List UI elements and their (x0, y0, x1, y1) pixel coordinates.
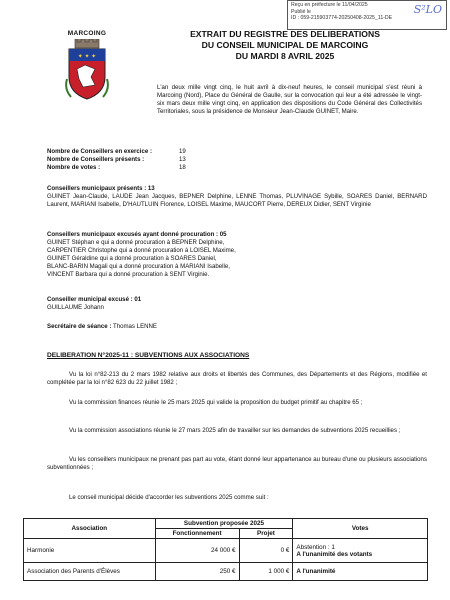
publish-date: Publié le (291, 8, 311, 15)
count-value: 18 (179, 164, 186, 171)
excused-line: VINCENT Barbara qui a donné procuration à SENT Virginie. (47, 271, 210, 278)
title-line-3: DU MARDI 8 AVRIL 2025 (235, 51, 335, 61)
cell-association: Harmonie (24, 539, 156, 563)
cell-projet: 0 € (239, 539, 293, 563)
count-row (47, 164, 209, 172)
column-header-votes: Votes (293, 519, 428, 539)
votes-result: A l'unanimité (296, 568, 336, 575)
votes-result: A l'unanimité des votants (296, 550, 373, 558)
count-row (47, 156, 209, 164)
prefecture-receipt-box (287, 0, 447, 30)
subsidies-table (23, 518, 428, 581)
column-header-projet: Projet (239, 529, 293, 539)
count-row (47, 148, 209, 156)
column-header-subvention: Subvention proposée 2025 (155, 519, 293, 529)
intro-paragraph: L'an deux mille vingt cinq, le huit avril à dix-neuf heures, le conseil municipal s'est réuni à Marcoing (Nord), Place du Général de Gaulle, sur la convocation qui leur a été adressée le vingt-six mars deux mille vingt cinq, en application des dispositions du Code Général des Collectivités Territoriales, sous la présidence de Monsieur Jean-Claude GUINET, Maire. (157, 84, 422, 115)
deliberation-title: DELIBERATION N°2025-11 : SUBVENTIONS AUX ASSOCIATIONS (47, 352, 250, 359)
decision-sentence: Le conseil municipal décide d'accorder les subventions 2025 comme suit : (69, 494, 269, 501)
count-label: Nombre de Conseillers présents : (47, 156, 145, 163)
recital-3: Vu la commission associations réunie le 27 mars 2025 afin de travailler sur les demandes de subventions 2025 recueillies ; (69, 427, 401, 434)
session-secretary (47, 323, 427, 331)
excused-line: GUINET Géraldine qui a donné procuration à SOARES Daniel, (47, 255, 217, 262)
table-row (24, 539, 428, 563)
count-label: Nombre de Conseillers en exercice : (47, 148, 152, 155)
document-title (165, 29, 405, 62)
present-label: Conseillers municipaux présents : 13 (47, 185, 155, 192)
secretary-label: Secrétaire de séance : (47, 323, 112, 330)
secretary-name: Thomas LENNE (112, 323, 157, 330)
s2lo-stamp: S²LO (413, 3, 442, 16)
svg-text:✦ ✦ ✦: ✦ ✦ ✦ (77, 54, 97, 60)
cell-fonctionnement: 250 € (155, 563, 239, 581)
cell-projet: 1 000 € (239, 563, 293, 581)
excused-members (47, 231, 427, 279)
excused-line: GUINET Stéphan e qui a donné procuration à BEPNER Delphine, (47, 239, 225, 246)
deliberation-heading (47, 352, 427, 360)
excused-no-proxy (47, 296, 427, 312)
present-members (47, 185, 427, 209)
title-line-1: EXTRAIT DU REGISTRE DES DELIBERATIONS (190, 29, 380, 39)
excused-no-proxy-name: GUILLAUME Johann (47, 304, 104, 311)
excused-line: BLANC-BARIN Magali qui a donné procuration à MARIANI Isabelle, (47, 263, 230, 270)
votes-abstention: Abstention : 1 (296, 543, 335, 551)
receipt-date: Reçu en préfecture le 11/04/2025 (291, 2, 368, 8)
count-value: 13 (179, 156, 186, 163)
count-label: Nombre de votes : (47, 164, 101, 171)
act-id: ID : 059-215903774-20250408-2025_11-DE (291, 15, 393, 22)
cell-fonctionnement: 24 000 € (155, 539, 239, 563)
coat-of-arms-logo (65, 39, 109, 101)
table-row (24, 563, 428, 581)
cell-association: Association des Parents d'Élèves (24, 563, 156, 581)
column-header-association: Association (24, 519, 156, 539)
cell-votes (293, 539, 428, 563)
recital-2: Vu la commission finances réunie le 25 mars 2025 qui valide la proposition du budget primitif au chapitre 65 ; (69, 399, 363, 406)
column-header-fonctionnement: Fonctionnement (155, 529, 239, 539)
excused-no-proxy-label: Conseiller municipal excusé : 01 (47, 296, 142, 303)
count-value: 19 (179, 148, 186, 155)
town-name: MARCOING (67, 30, 107, 37)
excused-line: CARPENTIER Christophe qui a donné procuration à LOISEL Maxime, (47, 247, 236, 254)
town-crest-block (57, 30, 117, 101)
excused-label: Conseillers municipaux excusés ayant donné procuration : 05 (47, 231, 227, 238)
present-names: GUINET Jean-Claude, LAUDE Jean Jacques, BEPNER Delphine, LENNE Thomas, PLUVINAGE Sybille, SOARES Daniel, BERNARD Laurent, MARIANI Isabelle, D'HAUTLUIN Florence, LOISEL Maxime, MAUCORT Pierre, DEREUX Didier, SENT Virginie (47, 193, 427, 208)
recital-1: Vu la loi n°82-213 du 2 mars 1982 relative aux droits et libertés des Communes, des Départements et des Régions, modifiée et complétée par la loi n°82 623 du 22 juillet 1982 ; (47, 371, 427, 386)
title-line-2: DU CONSEIL MUNICIPAL DE MARCOING (201, 40, 369, 50)
cell-votes (293, 563, 428, 581)
attendance-counts (47, 148, 209, 172)
table-header-row (24, 519, 428, 529)
recital-4: Vu les conseillers municipaux ne prenant pas part au vote, étant donné leur appartenance au bureau d'une ou plusieurs associations subventionnées ; (47, 456, 427, 471)
